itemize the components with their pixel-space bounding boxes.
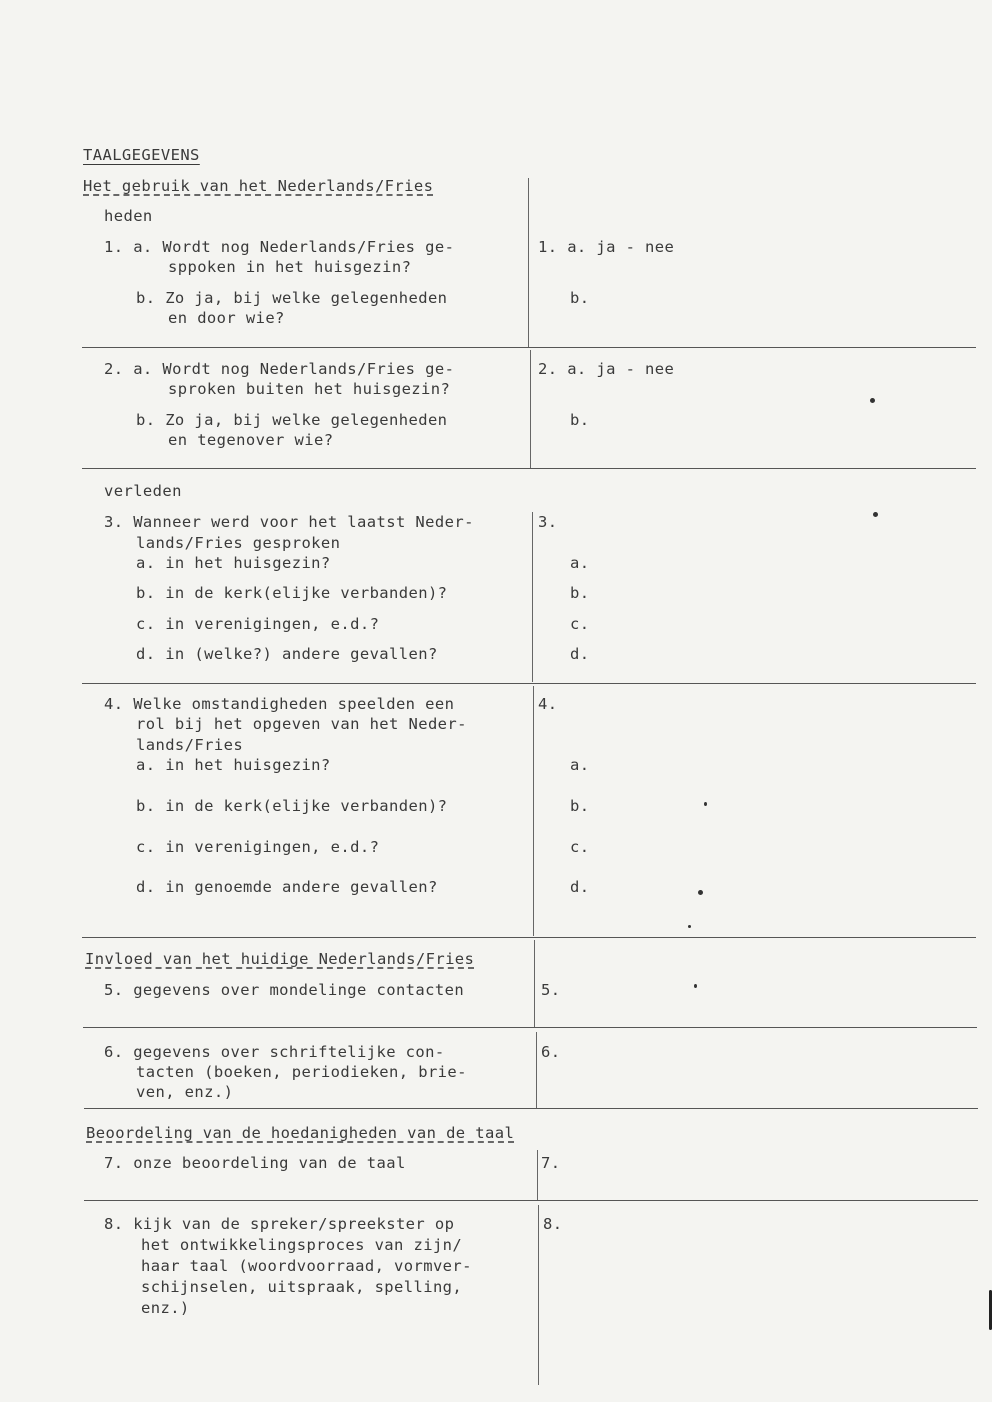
column-divider xyxy=(538,1205,539,1385)
question-6-line-2: tacten (boeken, periodieken, brie- xyxy=(136,1063,467,1081)
column-divider xyxy=(537,1150,538,1200)
question-8-line-1: 8. kijk van de spreker/spreekster op xyxy=(104,1215,455,1233)
question-2b-line-1: b. Zo ja, bij welke gelegenheden xyxy=(136,411,448,429)
ink-speck xyxy=(698,890,703,895)
column-divider xyxy=(528,178,529,348)
answer-4b: b. xyxy=(570,797,590,815)
subheading-verleden: verleden xyxy=(104,482,182,500)
answer-4a: a. xyxy=(570,756,590,774)
question-1b-line-1: b. Zo ja, bij welke gelegenheden xyxy=(136,289,448,307)
column-divider xyxy=(536,1032,537,1108)
section-heading-beoordeling: Beoordeling van de hoedanigheden van de taal xyxy=(86,1124,515,1142)
answer-4d: d. xyxy=(570,878,590,896)
question-3a: a. in het huisgezin? xyxy=(136,554,331,572)
question-4-line-3: lands/Fries xyxy=(136,736,244,754)
answer-7: 7. xyxy=(541,1154,561,1172)
question-1a-line-2: spроken in het huisgezin? xyxy=(168,258,412,276)
answer-3b: b. xyxy=(570,584,590,602)
column-divider xyxy=(533,686,534,936)
question-3b: b. in de kerk(elijke verbanden)? xyxy=(136,584,448,602)
section-heading-invloed: Invloed van het huidige Nederlands/Fries xyxy=(85,950,475,968)
question-4-line-2: rol bij het opgeven van het Neder- xyxy=(136,715,467,733)
question-3c: c. in verenigingen, e.d.? xyxy=(136,615,380,633)
answer-4: 4. xyxy=(538,695,558,713)
ink-speck xyxy=(870,398,875,403)
row-separator xyxy=(84,1108,978,1109)
answer-2b: b. xyxy=(570,411,590,429)
question-2a-line-2: sproken buiten het huisgezin? xyxy=(168,380,451,398)
question-8-line-4: schijnselen, uitspraak, spelling, xyxy=(141,1278,463,1296)
question-3-line-1: 3. Wanneer werd voor het laatst Neder- xyxy=(104,513,474,531)
question-8-line-3: haar taal (woordvoorraad, vormver- xyxy=(141,1257,472,1275)
answer-5: 5. xyxy=(541,981,561,999)
answer-3: 3. xyxy=(538,513,558,531)
row-separator xyxy=(83,1027,977,1028)
question-4a: a. in het huisgezin? xyxy=(136,756,331,774)
row-separator xyxy=(82,468,976,469)
question-2b-line-2: en tegenover wie? xyxy=(168,431,334,449)
answer-6: 6. xyxy=(541,1043,561,1061)
row-separator xyxy=(82,683,976,684)
answer-3c: c. xyxy=(570,615,590,633)
subheading-heden: heden xyxy=(104,207,153,225)
question-8-line-2: het ontwikkelingsproces van zijn/ xyxy=(141,1236,463,1254)
ink-speck xyxy=(688,925,691,928)
answer-1a: 1. a. ja - nee xyxy=(538,238,675,256)
ink-speck xyxy=(873,512,878,517)
row-separator xyxy=(82,347,976,348)
answer-4c: c. xyxy=(570,838,590,856)
question-4d: d. in genoemde andere gevallen? xyxy=(136,878,438,896)
row-separator xyxy=(82,937,976,938)
question-4c: c. in verenigingen, e.d.? xyxy=(136,838,380,856)
answer-8: 8. xyxy=(543,1215,563,1233)
answer-3d: d. xyxy=(570,645,590,663)
column-divider xyxy=(534,940,535,1028)
answer-2a: 2. a. ja - nee xyxy=(538,360,675,378)
question-3d: d. in (welke?) andere gevallen? xyxy=(136,645,438,663)
document-title: TAALGEGEVENS xyxy=(83,146,200,164)
column-divider xyxy=(532,512,533,682)
question-7: 7. onze beoordeling van de taal xyxy=(104,1154,406,1172)
ink-speck xyxy=(704,802,707,806)
question-1a-line-1: 1. a. Wordt nog Nederlands/Fries ge- xyxy=(104,238,455,256)
question-1b-line-2: en door wie? xyxy=(168,309,285,327)
question-3-line-2: lands/Fries gesproken xyxy=(136,534,341,552)
question-5: 5. gegevens over mondelinge contacten xyxy=(104,981,465,999)
question-6-line-1: 6. gegevens over schriftelijke con- xyxy=(104,1043,445,1061)
question-4b: b. in de kerk(elijke verbanden)? xyxy=(136,797,448,815)
question-4-line-1: 4. Welke omstandigheden speelden een xyxy=(104,695,455,713)
answer-1b: b. xyxy=(570,289,590,307)
section-heading-gebruik: Het gebruik van het Nederlands/Fries xyxy=(83,177,434,195)
ink-speck xyxy=(694,984,697,988)
question-6-line-3: ven, enz.) xyxy=(136,1083,234,1101)
row-separator xyxy=(84,1200,978,1201)
answer-3a: a. xyxy=(570,554,590,572)
question-8-line-5: enz.) xyxy=(141,1299,190,1317)
column-divider xyxy=(530,350,531,468)
question-2a-line-1: 2. a. Wordt nog Nederlands/Fries ge- xyxy=(104,360,455,378)
